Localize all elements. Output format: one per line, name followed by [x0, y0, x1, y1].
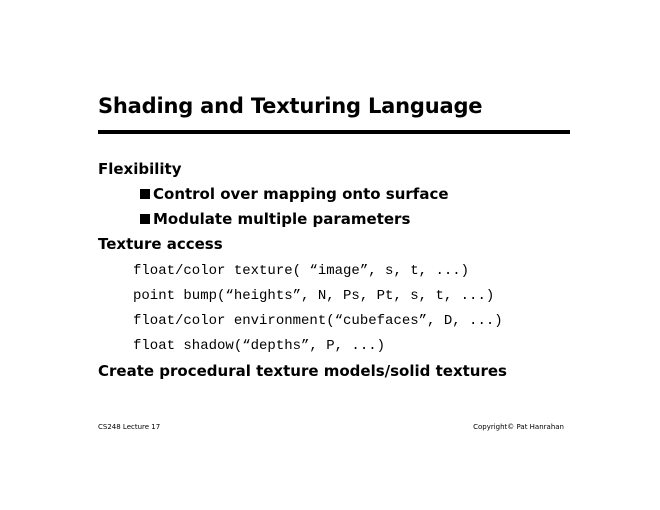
code-line-environment: float/color environment(“cubefaces”, D, ...): [133, 313, 503, 329]
footer-lecture: CS248 Lecture 17: [98, 423, 161, 431]
slide-title: Shading and Texturing Language: [98, 94, 483, 118]
title-underline: [98, 130, 570, 134]
bullet-flexibility: Flexibility: [98, 160, 182, 178]
bullet-procedural-textures: Create procedural texture models/solid textures: [98, 362, 507, 380]
square-bullet-icon: [140, 214, 150, 224]
bullet-texture-access: Texture access: [98, 235, 223, 253]
code-line-bump: point bump(“heights”, N, Ps, Pt, s, t, ...): [133, 288, 495, 304]
subbullet-control-mapping: Control over mapping onto surface: [153, 185, 449, 203]
code-line-shadow: float shadow(“depths”, P, ...): [133, 338, 386, 354]
footer-copyright: Copyright© Pat Hanrahan: [473, 423, 564, 431]
subbullet-modulate-parameters: Modulate multiple parameters: [153, 210, 411, 228]
code-line-texture: float/color texture( “image”, s, t, ...): [133, 263, 470, 279]
square-bullet-icon: [140, 189, 150, 199]
